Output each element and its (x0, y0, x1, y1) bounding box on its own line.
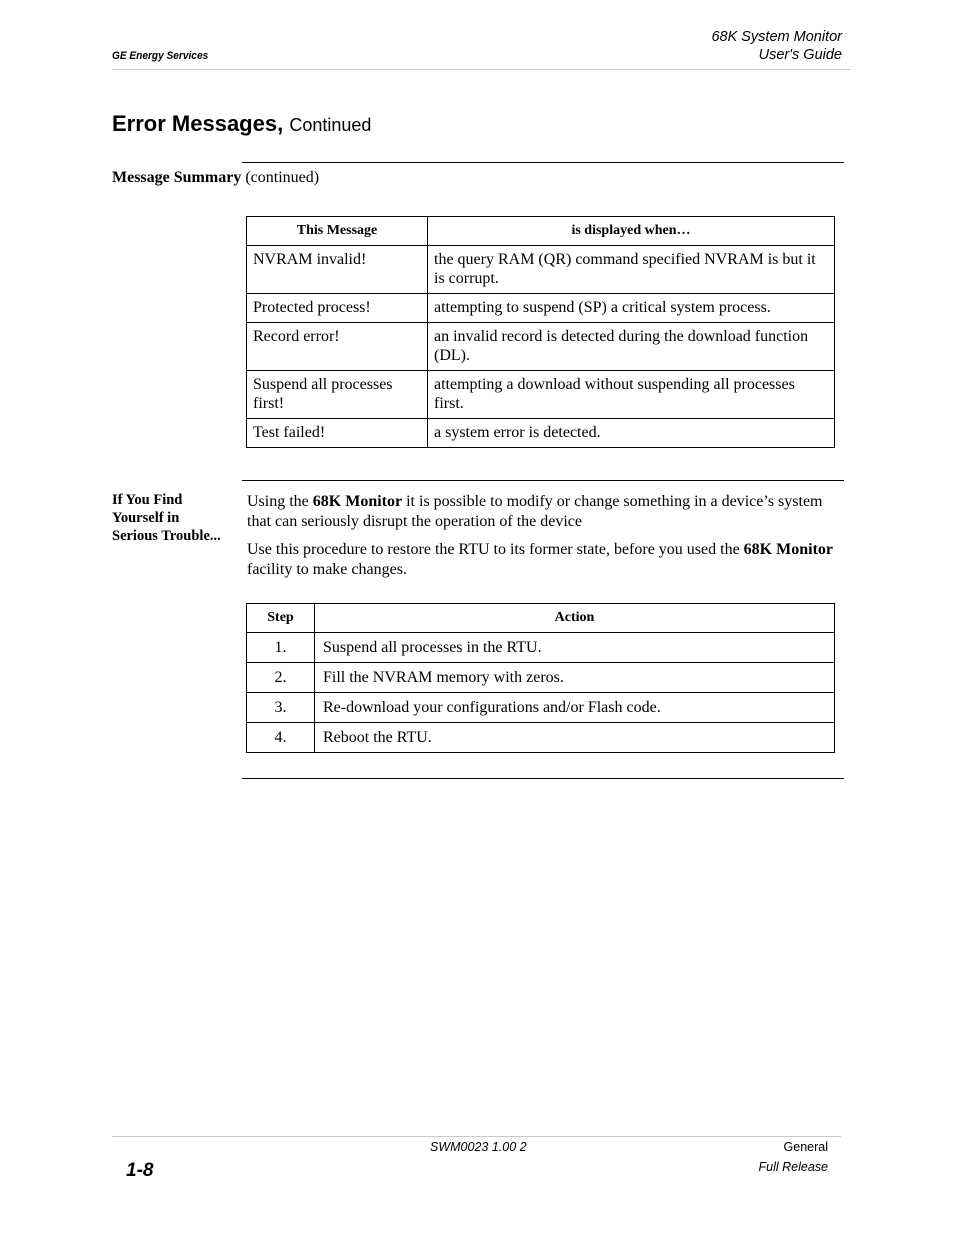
message-cell: Suspend all processes first! (247, 371, 428, 419)
step-action: Suspend all processes in the RTU. (315, 633, 835, 663)
message-cell: Test failed! (247, 419, 428, 448)
product-name: 68K Monitor (312, 493, 403, 510)
step-action: Fill the NVRAM memory with zeros. (315, 663, 835, 693)
paragraph-text: it is possible to modify or change something in a device’s system that can seriously disrupt the operation of the device (247, 493, 823, 530)
page-title (112, 111, 371, 137)
step-action: Re-download your configurations and/or Flash code. (315, 693, 835, 723)
step-number: 2. (247, 663, 315, 693)
condition-cell: attempting a download without suspending all processes first. (428, 371, 835, 419)
document-id: SWM0023 1.00 2 (430, 1140, 527, 1154)
message-summary-label (112, 169, 319, 187)
step-number: 1. (247, 633, 315, 663)
message-summary-title: Message Summary (112, 169, 242, 186)
section-divider-top (242, 162, 844, 163)
page-number: 1-8 (126, 1160, 154, 1181)
header-divider (112, 69, 851, 70)
column-header-message: This Message (247, 217, 428, 246)
trouble-paragraph-1 (247, 492, 837, 531)
table-row (247, 723, 835, 753)
table-header-row (247, 217, 835, 246)
step-number: 3. (247, 693, 315, 723)
column-header-action: Action (315, 604, 835, 633)
section-divider-bottom (242, 778, 844, 779)
table-row (247, 323, 835, 371)
table-header-row (247, 604, 835, 633)
header-title-line1: 68K System Monitor (711, 29, 842, 45)
paragraph-text: Using the (247, 493, 313, 510)
message-cell: NVRAM invalid! (247, 246, 428, 294)
page-title-continued: Continued (289, 115, 372, 135)
condition-cell: an invalid record is detected during the download function (DL). (428, 323, 835, 371)
header-title-line2: User's Guide (758, 47, 842, 63)
table-row (247, 419, 835, 448)
footer-divider (112, 1136, 841, 1137)
condition-cell: the query RAM (QR) command specified NVRAM is but it is corrupt. (428, 246, 835, 294)
table-row (247, 663, 835, 693)
table-row (247, 633, 835, 663)
condition-cell: attempting to suspend (SP) a critical system process. (428, 294, 835, 323)
product-name: 68K Monitor (743, 541, 833, 558)
step-number: 4. (247, 723, 315, 753)
column-header-when: is displayed when… (428, 217, 835, 246)
trouble-paragraph-2 (247, 540, 837, 579)
table-row (247, 371, 835, 419)
column-header-step: Step (247, 604, 315, 633)
paragraph-text: Use this procedure to restore the RTU to its former state, before you used the (247, 541, 744, 558)
message-cell: Protected process! (247, 294, 428, 323)
trouble-side-heading: If You Find Yourself in Serious Trouble... (112, 492, 221, 544)
message-summary-suffix: (continued) (245, 169, 320, 186)
procedure-table (246, 603, 835, 753)
release-status: Full Release (758, 1160, 828, 1174)
table-row (247, 246, 835, 294)
table-row (247, 294, 835, 323)
page-title-main: Error Messages, (112, 111, 284, 136)
document-category: General (783, 1140, 828, 1154)
message-cell: Record error! (247, 323, 428, 371)
step-action: Reboot the RTU. (315, 723, 835, 753)
section-divider-middle (242, 480, 844, 481)
message-summary-table (246, 216, 835, 448)
paragraph-text: facility to make changes. (247, 560, 407, 578)
table-row (247, 693, 835, 723)
header-company: GE Energy Services (112, 50, 209, 62)
condition-cell: a system error is detected. (428, 419, 835, 448)
header-document-title (711, 28, 842, 64)
